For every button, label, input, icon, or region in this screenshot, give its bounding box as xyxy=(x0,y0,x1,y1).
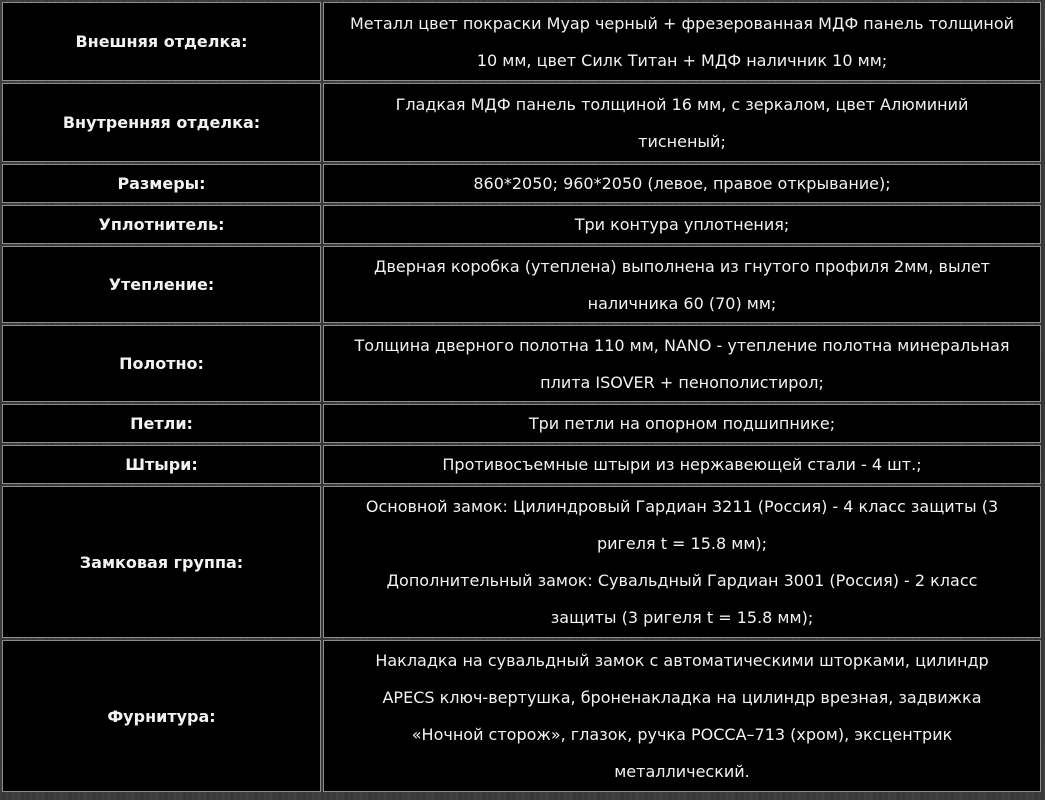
value-line: ригеля t = 15.8 мм); xyxy=(596,534,768,553)
row-label: Утепление: xyxy=(2,246,321,323)
value-line: Основной замок: Цилиндровый Гардиан 3211 (Россия) - 4 класс защиты (3 xyxy=(365,497,999,516)
row-value xyxy=(323,486,1041,638)
table-row xyxy=(2,2,1041,81)
row-label: Штыри: xyxy=(2,445,321,484)
value-line: Противосъемные штыри из нержавеющей стали - 4 шт.; xyxy=(442,455,922,474)
value-line: APECS ключ-вертушка, броненакладка на цилиндр врезная, задвижка xyxy=(382,688,982,707)
value-line: Дополнительный замок: Сувальдный Гардиан 3001 (Россия) - 2 класс xyxy=(386,571,978,590)
row-value xyxy=(323,246,1041,323)
table-row xyxy=(2,164,1041,203)
value-line: 860*2050; 960*2050 (левое, правое открывание); xyxy=(473,174,891,193)
row-label: Фурнитура: xyxy=(2,640,321,792)
value-line: Металл цвет покраски Муар черный + фрезерованная МДФ панель толщиной xyxy=(349,13,1015,33)
value-line: Накладка на сувальдный замок с автоматическими шторками, цилиндр xyxy=(375,651,989,670)
value-line: Три контура уплотнения; xyxy=(574,215,790,234)
value-line: металлический. xyxy=(614,762,750,781)
table-row xyxy=(2,83,1041,162)
row-value xyxy=(323,404,1041,443)
row-label: Уплотнитель: xyxy=(2,205,321,244)
table-row xyxy=(2,404,1041,443)
row-label: Внешняя отделка: xyxy=(2,2,321,81)
value-line: наличника 60 (70) мм; xyxy=(587,293,777,313)
value-line: 10 мм, цвет Силк Титан + МДФ наличник 10 мм; xyxy=(476,50,888,70)
value-line: Гладкая МДФ панель толщиной 16 мм, с зеркалом, цвет Алюминий xyxy=(395,94,969,114)
table-row xyxy=(2,640,1041,792)
table-row xyxy=(2,325,1041,402)
row-value xyxy=(323,164,1041,203)
row-label: Полотно: xyxy=(2,325,321,402)
row-label: Внутренняя отделка: xyxy=(2,83,321,162)
row-value xyxy=(323,2,1041,81)
row-label: Размеры: xyxy=(2,164,321,203)
table-row xyxy=(2,486,1041,638)
value-line: плита ISOVER + пенополистирол; xyxy=(540,372,824,392)
table-row xyxy=(2,445,1041,484)
value-line: защиты (3 ригеля t = 15.8 мм); xyxy=(550,608,814,627)
value-line: Дверная коробка (утеплена) выполнена из гнутого профиля 2мм, вылет xyxy=(373,256,990,276)
value-line: Толщина дверного полотна 110 мм, NANO - утепление полотна минеральная xyxy=(354,335,1010,355)
value-line: тисненый; xyxy=(638,131,726,151)
row-value xyxy=(323,325,1041,402)
row-value xyxy=(323,640,1041,792)
row-value xyxy=(323,445,1041,484)
table-row xyxy=(2,205,1041,244)
row-value xyxy=(323,205,1041,244)
table-row xyxy=(2,246,1041,323)
row-label: Петли: xyxy=(2,404,321,443)
row-value xyxy=(323,83,1041,162)
value-line: «Ночной сторож», глазок, ручка РОССА–713 (хром), эксцентрик xyxy=(411,725,953,744)
row-label: Замковая группа: xyxy=(2,486,321,638)
value-line: Три петли на опорном подшипнике; xyxy=(528,414,836,433)
